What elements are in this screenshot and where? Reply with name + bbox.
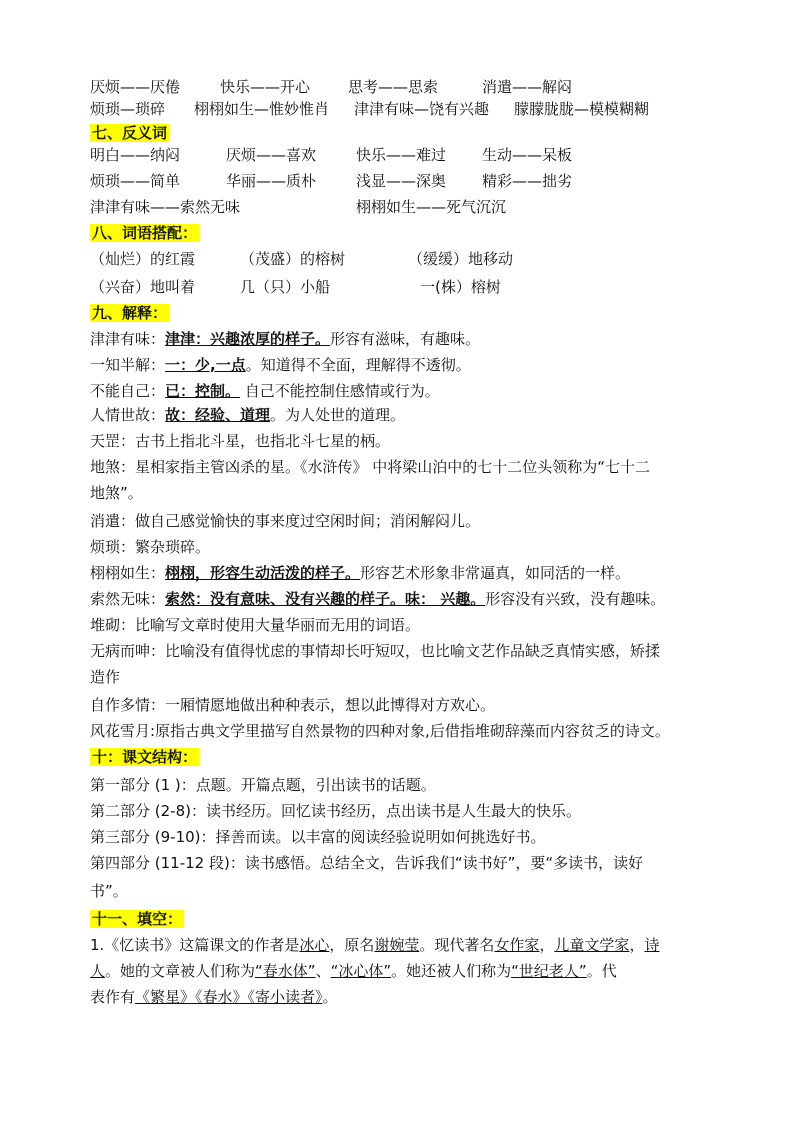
- explanation-xuxu: 栩栩如生：栩栩，形容生动活泼的样子。形容艺术形象非常逼真，如同活的一样。: [90, 564, 631, 582]
- explanation-item: 不能自己：已：控制。 自己不能控制住感情或行为。: [90, 382, 440, 400]
- antonym-pair: 生动——呆板: [482, 146, 573, 164]
- collocation-item: （灿烂）的红霞: [90, 250, 196, 268]
- explanation-suoran: 索然无味：索然：没有意味、没有兴趣的样子。味： 兴趣。形容没有兴致，没有趣味。: [90, 590, 666, 608]
- antonym-pair: 明白——纳闷: [90, 146, 181, 164]
- answer-style-1: “春水体”: [255, 962, 316, 980]
- answer-title-2: 儿童文学家: [554, 936, 630, 954]
- antonym-pair: 浅显——深奥: [356, 172, 447, 190]
- explanation-wubing-line-2: 造作: [90, 668, 121, 686]
- answer-title-1: 女作家: [494, 936, 540, 954]
- structure-part-3: 第三部分 (9-10)：择善而读。以丰富的阅读经验说明如何挑选好书。: [90, 828, 546, 846]
- fill-line-3: 表作有《繁星》《春水》《寄小读者》。: [90, 988, 338, 1006]
- collocation-item: （兴奋）地叫着: [90, 278, 196, 296]
- explanation-fansuo: 烦琐：繁杂琐碎。: [90, 538, 211, 556]
- collocation-item: 一(株）榕树: [420, 278, 501, 296]
- synonym-pair: 栩栩如生—惟妙惟肖: [194, 100, 330, 118]
- collocation-item: （茂盛）的榕树: [240, 250, 346, 268]
- antonym-pair: 栩栩如生——死气沉沉: [356, 198, 507, 216]
- antonym-pair: 厌烦——喜欢: [226, 146, 317, 164]
- fill-line-2: 人。她的文章被人们称为“春水体”、“冰心体”。她还被人们称为“世纪老人”。代: [90, 962, 617, 980]
- answer-realname: 谢婉莹: [374, 936, 420, 954]
- structure-part-1: 第一部分 (1 )：点题。开篇点题，引出读书的话题。: [90, 776, 436, 794]
- explanation-disha-line-1: 地煞：星相家指主管凶杀的星。《水浒传》 中将梁山泊中的七十二位头领称为“七十二: [90, 458, 651, 476]
- synonym-pair: 厌烦——厌倦: [90, 78, 181, 96]
- structure-part-4-line-2: 书”。: [90, 882, 128, 900]
- section-heading-structure: 十：课文结构：: [92, 748, 198, 766]
- synonym-pair: 朦朦胧胧—模模糊糊: [514, 100, 650, 118]
- answer-nickname: “世纪老人”: [511, 962, 587, 980]
- synonym-pair: 快乐——开心: [220, 78, 311, 96]
- explanation-zizuo: 自作多情：一厢情愿地做出种种表示，想以此博得对方欢心。: [90, 696, 496, 714]
- answer-style-2: “冰心体”: [330, 962, 392, 980]
- explanation-item: 一知半解：一：少,一点。知道得不全面，理解得不透彻。: [90, 356, 471, 374]
- structure-part-4-line-1: 第四部分 (11-12 段)：读书感悟。总结全文，告诉我们“读书好”，要“多读书，读好: [90, 854, 644, 872]
- fill-line-1: 1.《忆读书》这篇课文的作者是冰心，原名谢婉莹。现代著名女作家，儿童文学家，诗: [90, 936, 660, 954]
- explanation-item: 天罡：古书上指北斗星，也指北斗七星的柄。: [90, 432, 391, 450]
- antonym-pair: 快乐——难过: [356, 146, 447, 164]
- synonym-pair: 消遣——解闷: [482, 78, 573, 96]
- answer-title-3: 诗: [644, 936, 660, 954]
- explanation-item: 津津有味：津津：兴趣浓厚的样子。形容有滋味，有趣味。: [90, 330, 481, 348]
- explanation-wubing-line-1: 无病而呻：比喻没有值得忧虑的事情却长吁短叹，也比喻文艺作品缺乏真情实感，矫揉: [90, 642, 661, 660]
- antonym-pair: 华丽——质朴: [226, 172, 317, 190]
- section-heading-fill: 十一、填空：: [92, 910, 183, 928]
- explanation-fenghua: 风花雪月:原指古典文学里描写自然景物的四种对象,后借指堆砌辞藻而内容贫乏的诗文。: [90, 722, 670, 740]
- answer-works: 《繁星》《春水》《寄小读者》: [135, 988, 323, 1006]
- explanation-disha-line-2: 地煞”。: [90, 484, 143, 502]
- synonym-pair: 津津有味—饶有兴趣: [354, 100, 490, 118]
- section-heading-collocation: 八、词语搭配：: [92, 224, 198, 242]
- explanation-duiqi: 堆砌：比喻写文章时使用大量华丽而无用的词语。: [90, 616, 421, 634]
- explanation-item: 人情世故：故：经验、道理。为人处世的道理。: [90, 406, 406, 424]
- antonym-pair: 精彩——拙劣: [482, 172, 573, 190]
- synonym-pair: 思考——思索: [348, 78, 439, 96]
- collocation-item: 几（只）小船: [240, 278, 331, 296]
- section-heading-antonyms: 七、反义词: [92, 124, 168, 142]
- collocation-item: （缓缓）地移动: [408, 250, 514, 268]
- synonym-pair: 烦琐—琐碎: [90, 100, 166, 118]
- antonym-pair: 烦琐——简单: [90, 172, 181, 190]
- structure-part-2: 第二部分 (2-8)：读书经历。回忆读书经历，点出读书是人生最大的快乐。: [90, 802, 581, 820]
- section-heading-explanation: 九、解释：: [92, 304, 168, 322]
- explanation-xiaoqian: 消遣：做自己感觉愉快的事来度过空闲时间；消闲解闷儿。: [90, 512, 481, 530]
- answer-author: 冰心: [299, 936, 330, 954]
- antonym-pair: 津津有味——索然无味: [90, 198, 241, 216]
